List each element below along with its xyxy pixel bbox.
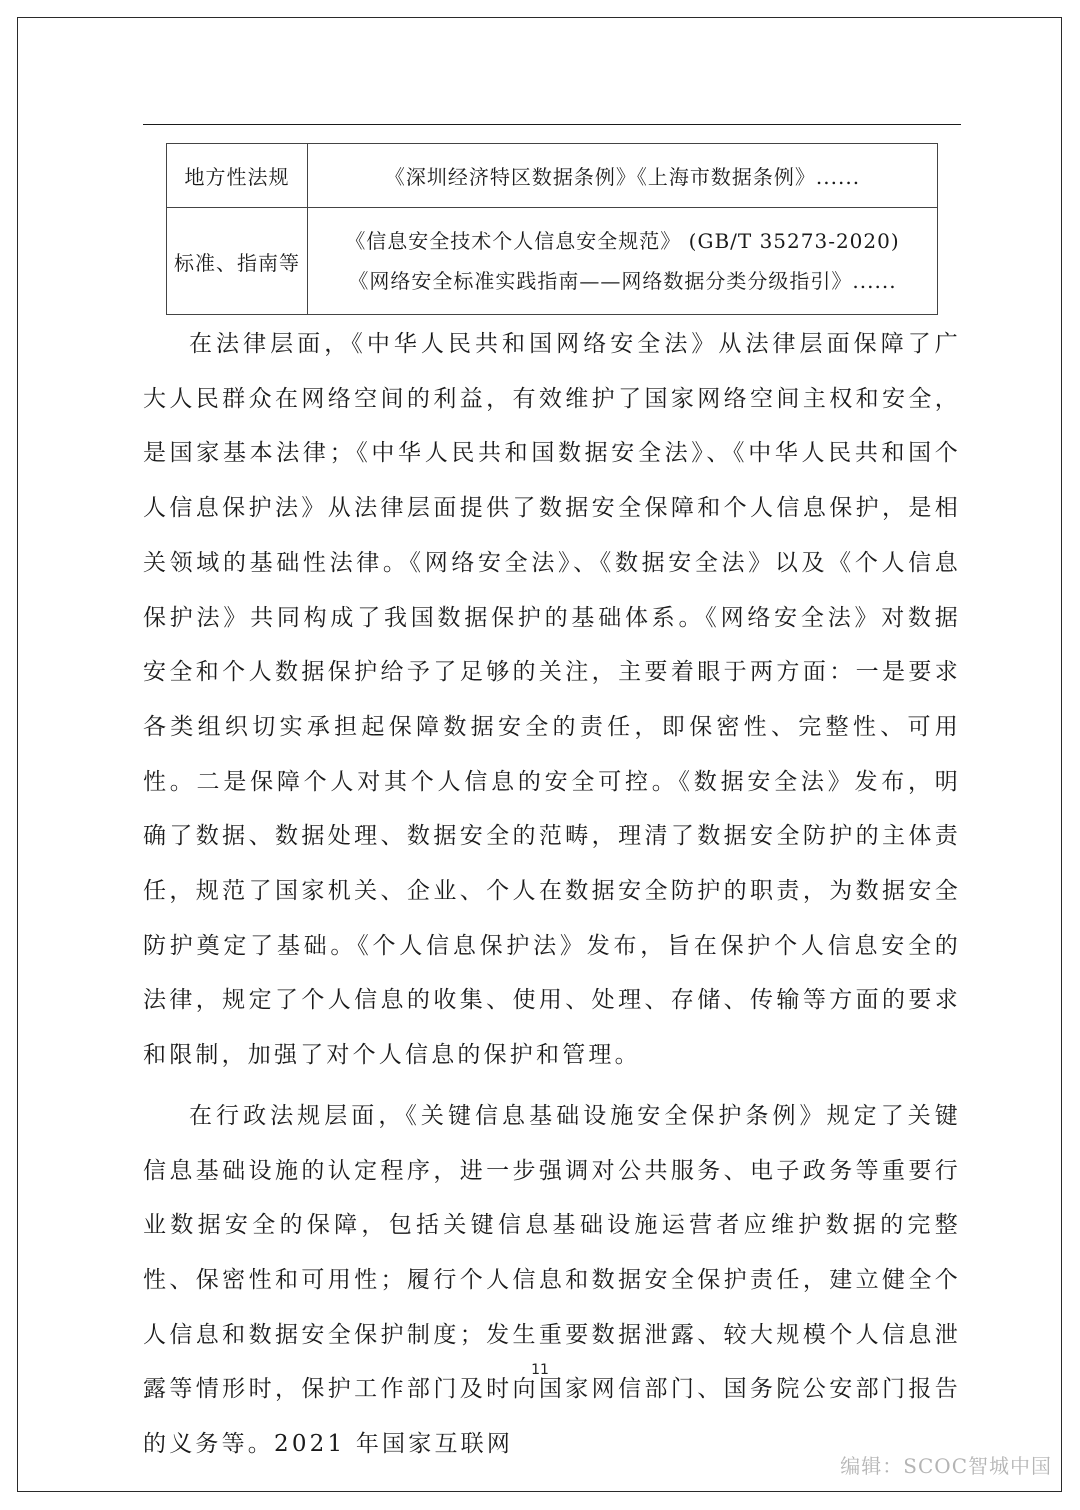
table-row: [167, 208, 938, 315]
body-text: [143, 317, 961, 1472]
table-content-cell: [308, 144, 938, 208]
regulation-table: [166, 143, 938, 315]
table-category-cell: 地方性法规: [167, 144, 308, 208]
page-number: 11: [531, 1362, 549, 1378]
header-rule: [143, 124, 961, 125]
table-content-cell: [308, 208, 938, 315]
editor-watermark: 编辑：SCOC智城中国: [840, 1454, 1052, 1478]
table-content-line: 《信息安全技术个人信息安全规范》 (GB/T 35273-2020): [345, 229, 900, 253]
table-row: [167, 144, 938, 208]
table-category-cell: 标准、指南等: [167, 208, 308, 315]
table-content-line: 《网络安全标准实践指南——网络数据分类分级指引》......: [348, 269, 897, 293]
table-content-line: 《深圳经济特区数据条例》《上海市数据条例》......: [384, 165, 861, 189]
body-paragraph: 在行政法规层面，《关键信息基础设施安全保护条例》规定了关键信息基础设施的认定程序，进一步强调对公共服务、电子政务等重要行业数据安全的保障，包括关键信息基础设施运营者应维护数据的完整性、保密性和可用性；履行个人信息和数据安全保护责任，建立健全个人信息和数据安全保护制度；发生重要数据泄露、较大规模个人信息泄露等情形时，保护工作部门及时向国家网信部门、国务院公安部门报告的义务等。2021 年国家互联网: [143, 1102, 961, 1458]
body-paragraph: 在法律层面，《中华人民共和国网络安全法》从法律层面保障了广大人民群众在网络空间的利益，有效维护了国家网络空间主权和安全，是国家基本法律；《中华人民共和国数据安全法》、《中华人民共和国个人信息保护法》从法律层面提供了数据安全保障和个人信息保护，是相关领域的基础性法律。《网络安全法》、《数据安全法》以及《个人信息保护法》共同构成了我国数据保护的基础体系。《网络安全法》对数据安全和个人数据保护给予了足够的关注，主要着眼于两方面：一是要求各类组织切实承担起保障数据安全的责任，即保密性、完整性、可用性。二是保障个人对其个人信息的安全可控。《数据安全法》发布，明确了数据、数据处理、数据安全的范畴，理清了数据安全防护的主体责任，规范了国家机关、企业、个人在数据安全防护的职责，为数据安全防护奠定了基础。《个人信息保护法》发布，旨在保护个人信息安全的法律，规定了个人信息的收集、使用、处理、存储、传输等方面的要求和限制，加强了对个人信息的保护和管理。: [143, 331, 961, 1069]
